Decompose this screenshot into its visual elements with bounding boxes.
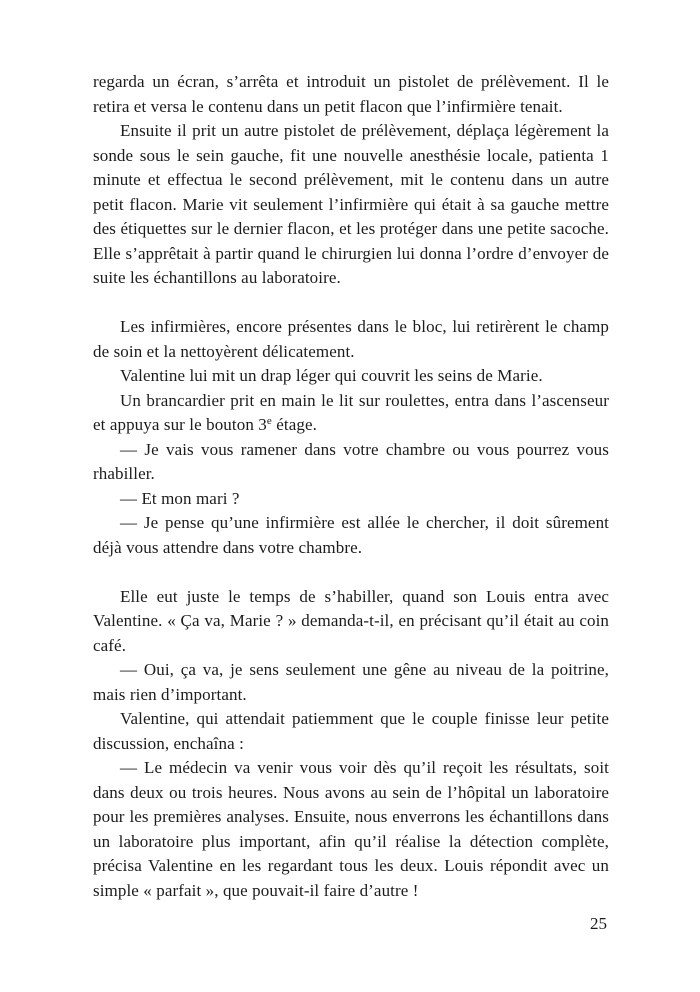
paragraph: — Oui, ça va, je sens seulement une gêne au niveau de la poitrine, mais rien d’important. [93, 660, 609, 704]
paragraph: — Et mon mari ? [120, 488, 240, 508]
page-body [93, 70, 609, 903]
paragraph: Valentine lui mit un drap léger qui couvrit les seins de Marie. [120, 366, 543, 385]
paragraph: — Le médecin va venir vous voir dès qu’il reçoit les résultats, soit dans deux ou trois heures. Nous avons au sein de l’hôpital un laboratoire pour les premières analyses. Ensuite, nous enverrons les échantillons dans un laboratoire plus important, afin qu’il réalise la détection complète, précisa Valentine en les regardant tous les deux. Louis répondit avec un simple « parfait », que pouvait-il faire d’autre ! [93, 758, 609, 900]
paragraph: — Je vais vous ramener dans votre chambre ou vous pourrez vous rhabiller. [93, 439, 609, 483]
paragraph: Elle eut juste le temps de s’habiller, quand son Louis entra avec Valentine. « Ça va, Marie ? » demanda-t-il, en précisant qu’il était au coin café. [93, 586, 609, 655]
section-gap [93, 560, 609, 585]
paragraph: Ensuite il prit un autre pistolet de prélèvement, déplaça légèrement la sonde sous le sein gauche, fit une nouvelle anesthésie locale, patienta 1 minute et effectua le second prélèvement, mit le contenu dans un autre petit flacon. Marie vit seulement l’infirmière qui était à sa gauche mettre des étiquettes sur le dernier flacon, et les protéger dans une petite sacoche. Elle s’apprêtait à partir quand le chirurgien lui donna l’ordre d’envoyer de suite les échantillons au laboratoire. [93, 121, 609, 287]
paragraph: regarda un écran, s’arrêta et introduit un pistolet de prélèvement. Il le retira et versa le contenu dans un petit flacon que l’infirmière tenait. [93, 72, 609, 116]
superscript-ordinal: e [266, 415, 272, 427]
paragraph: — Je pense qu’une infirmière est allée le chercher, il doit sûrement déjà vous attendre dans votre chambre. [93, 513, 609, 557]
page-number: 25 [590, 914, 607, 933]
paragraph: Les infirmières, encore présentes dans le bloc, lui retirèrent le champ de soin et la nettoyèrent délicatement. [93, 317, 609, 361]
paragraph: Valentine, qui attendait patiemment que le couple finisse leur petite discussion, enchaîna : [93, 709, 609, 753]
paragraph: Un brancardier prit en main le lit sur roulettes, entra dans l’ascenseur et appuya sur le bouton 3e étage. [93, 390, 609, 434]
section-gap [93, 291, 609, 316]
